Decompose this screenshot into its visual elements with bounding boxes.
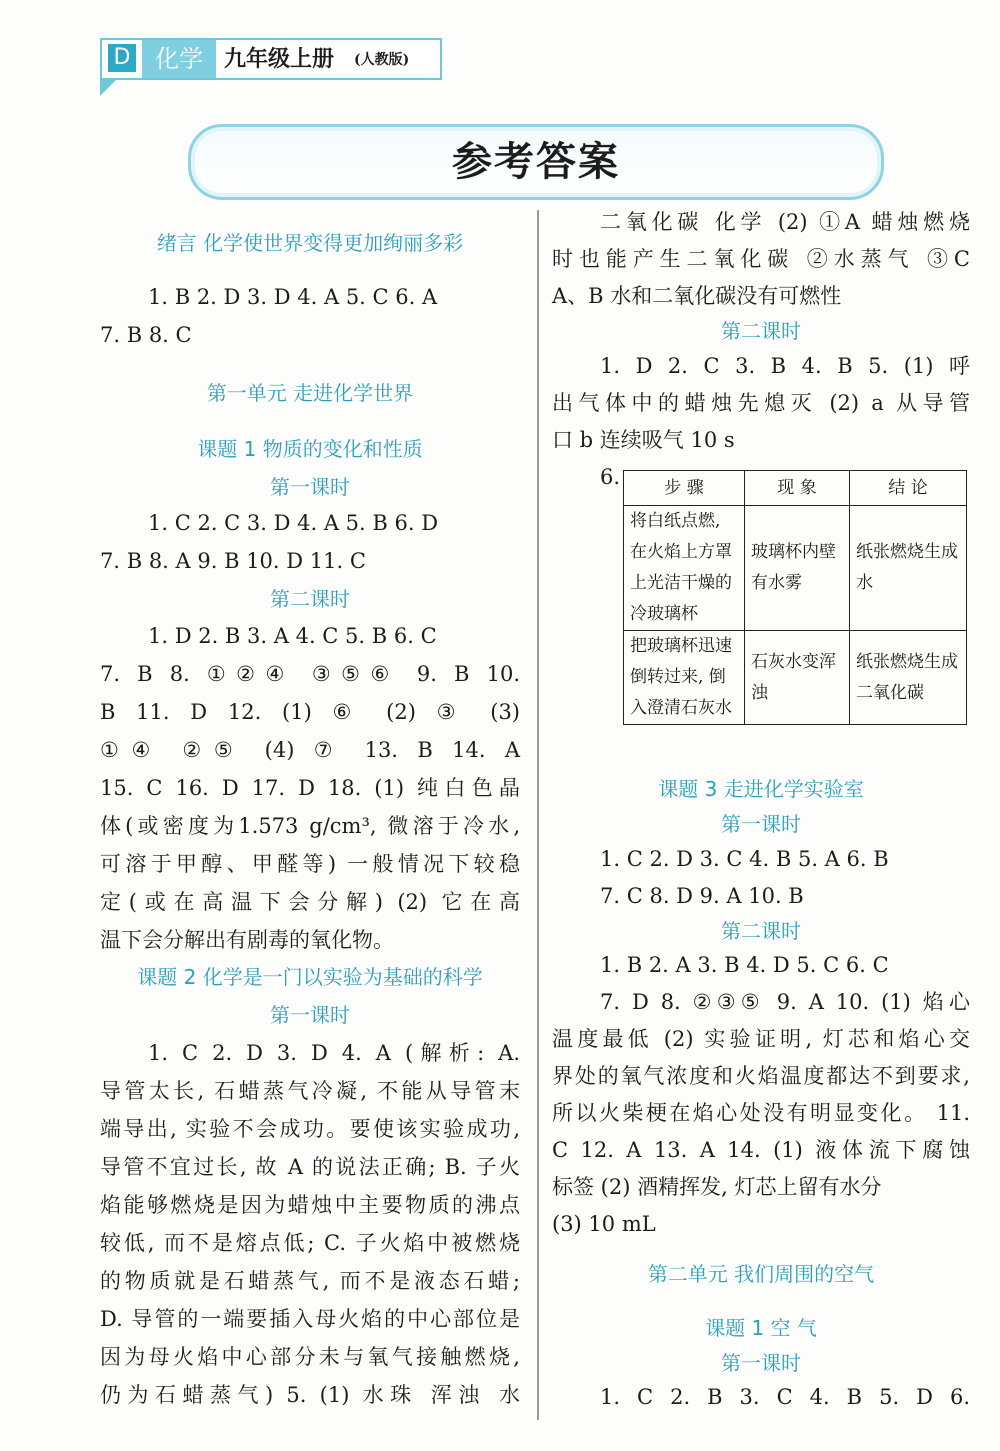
answer-line: D. 导管的一端要插入母火焰的中心部位是 — [100, 1307, 520, 1331]
answer-line: 口 b 连续吸气 10 s — [552, 428, 735, 452]
unit-badge: D — [108, 44, 136, 72]
answer-line: 标签 (2) 酒精挥发, 灯芯上留有水分 — [552, 1175, 882, 1199]
answer-line: 1. C 2. B 3. C 4. B 5. D 6. — [600, 1385, 970, 1409]
answer-line: 1. C 2. D 3. D 4. A (解析: A. — [148, 1041, 520, 1065]
answer-line: B 11. D 12. (1) ⑥ (2) ③ (3) — [100, 700, 520, 724]
section-heading: 课题 1 空 气 — [705, 1316, 817, 1340]
answer-line: C 12. A 13. A 14. (1) 液体流下腐蚀 — [552, 1138, 970, 1162]
table-header-cell: 现 象 — [745, 471, 850, 506]
answer-line: 1. C 2. C 3. D 4. A 5. B 6. D — [148, 511, 439, 535]
answer-line: 7. B 8. C — [100, 323, 192, 347]
table-header-cell: 步 骤 — [624, 471, 745, 506]
section-heading: 第一单元 走进化学世界 — [206, 381, 414, 405]
answer-line: 焰能够燃烧是因为蜡烛中主要物质的沸点 — [100, 1193, 520, 1217]
section-heading: 课题 3 走进化学实验室 — [658, 777, 864, 801]
table-header-cell: 结 论 — [850, 471, 967, 506]
answer-line: ①④ ②⑤ (4) ⑦ 13. B 14. A — [100, 738, 520, 762]
table-cell: 将白纸点燃, 在火焰上方罩上光洁干燥的冷玻璃杯 — [624, 506, 745, 631]
section-heading: 课题 2 化学是一门以实验为基础的科学 — [137, 965, 483, 989]
section-heading: 第二课时 — [721, 919, 801, 943]
answer-line: 可溶于甲醇、甲醛等) 一般情况下较稳 — [100, 852, 520, 876]
answer-line: 15. C 16. D 17. D 18. (1) 纯白色晶 — [100, 776, 520, 800]
table-cell: 纸张燃烧生成水 — [850, 506, 967, 631]
section-heading: 第一课时 — [270, 475, 350, 499]
answer-line: 二氧化碳 化学 (2) ①A 蜡烛燃烧 — [600, 210, 970, 234]
section-heading: 绪言 化学使世界变得更加绚丽多彩 — [156, 231, 464, 255]
table-cell: 把玻璃杯迅速倒转过来, 倒入澄清石灰水 — [624, 631, 745, 725]
grade-label: 九年级上册 — [224, 46, 335, 72]
table-cell: 纸张燃烧生成二氧化碳 — [850, 631, 967, 725]
answer-line: 仍为石蜡蒸气) 5. (1) 水珠 浑浊 水 — [100, 1383, 520, 1407]
subject-label: 化学 — [142, 40, 216, 78]
section-heading: 第一课时 — [721, 1351, 801, 1375]
section-heading: 第一课时 — [721, 812, 801, 836]
section-heading: 第二单元 我们周围的空气 — [647, 1262, 875, 1286]
table-row — [624, 631, 967, 725]
book-header — [100, 38, 442, 80]
answer-line: 体(或密度为1.573 g/cm³, 微溶于冷水, — [100, 814, 520, 838]
answer-line: 7. D 8. ②③⑤ 9. A 10. (1) 焰心 — [600, 990, 970, 1014]
answer-line: 因为母火焰中心部分未与氧气接触燃烧, — [100, 1345, 520, 1369]
table-cell: 玻璃杯内壁有水雾 — [745, 506, 850, 631]
table-cell: 石灰水变浑浊 — [745, 631, 850, 725]
table-row — [624, 506, 967, 631]
title-banner — [188, 124, 884, 200]
section-heading: 第一课时 — [270, 1003, 350, 1027]
header-ribbon-tail — [100, 78, 118, 96]
answer-line: 出气体中的蜡烛先熄灭 (2) a 从导管 — [552, 391, 970, 415]
section-heading: 课题 1 物质的变化和性质 — [197, 437, 423, 461]
section-heading: 第二课时 — [721, 319, 801, 343]
answer-line: 定(或在高温下会分解) (2) 它在高 — [100, 890, 520, 914]
answer-line: 的物质就是石蜡蒸气, 而不是液态石蜡; — [100, 1269, 520, 1293]
answer-line: 1. D 2. B 3. A 4. C 5. B 6. C — [148, 624, 437, 648]
answer-line: 导管不宜过长, 故 A 的说法正确; B. 子火 — [100, 1155, 520, 1179]
page-title: 参考答案 — [452, 139, 620, 185]
answer-line: 7. B 8. A 9. B 10. D 11. C — [100, 549, 366, 573]
column-divider — [537, 210, 539, 1420]
experiment-table — [623, 470, 967, 725]
answer-line: 界处的氧气浓度和火焰温度都达不到要求, — [552, 1064, 970, 1088]
answer-line: A、B 水和二氧化碳没有可燃性 — [552, 284, 842, 308]
section-heading: 第二课时 — [270, 587, 350, 611]
answer-line: 7. B 8. ①②④ ③⑤⑥ 9. B 10. — [100, 662, 520, 686]
answer-line: 时也能产生二氧化碳 ②水蒸气 ③C — [552, 247, 970, 271]
answer-line: 温下会分解出有剧毒的氧化物。 — [100, 928, 394, 952]
answer-line: 端导出, 实验不会成功。要使该实验成功, — [100, 1117, 520, 1141]
answer-line: 1. C 2. D 3. C 4. B 5. A 6. B — [600, 847, 889, 871]
answer-line: 所以火柴梗在焰心处没有明显变化。 11. — [552, 1101, 970, 1125]
table-header-row — [624, 471, 967, 506]
answer-line: 温度最低 (2) 实验证明, 灯芯和焰心交 — [552, 1027, 970, 1051]
answer-line: 1. B 2. D 3. D 4. A 5. C 6. A — [148, 285, 438, 309]
edition-label: (人教版) — [354, 52, 410, 68]
answer-line: 1. B 2. A 3. B 4. D 5. C 6. C — [600, 953, 889, 977]
answer-line: 6. — [600, 465, 621, 489]
answer-line: 1. D 2. C 3. B 4. B 5. (1) 呼 — [600, 354, 970, 378]
answer-line: 较低, 而不是熔点低; C. 子火焰中被燃烧 — [100, 1231, 520, 1255]
answer-line: (3) 10 mL — [552, 1212, 656, 1236]
answer-line: 导管太长, 石蜡蒸气冷凝, 不能从导管末 — [100, 1079, 520, 1103]
answer-line: 7. C 8. D 9. A 10. B — [600, 884, 804, 908]
